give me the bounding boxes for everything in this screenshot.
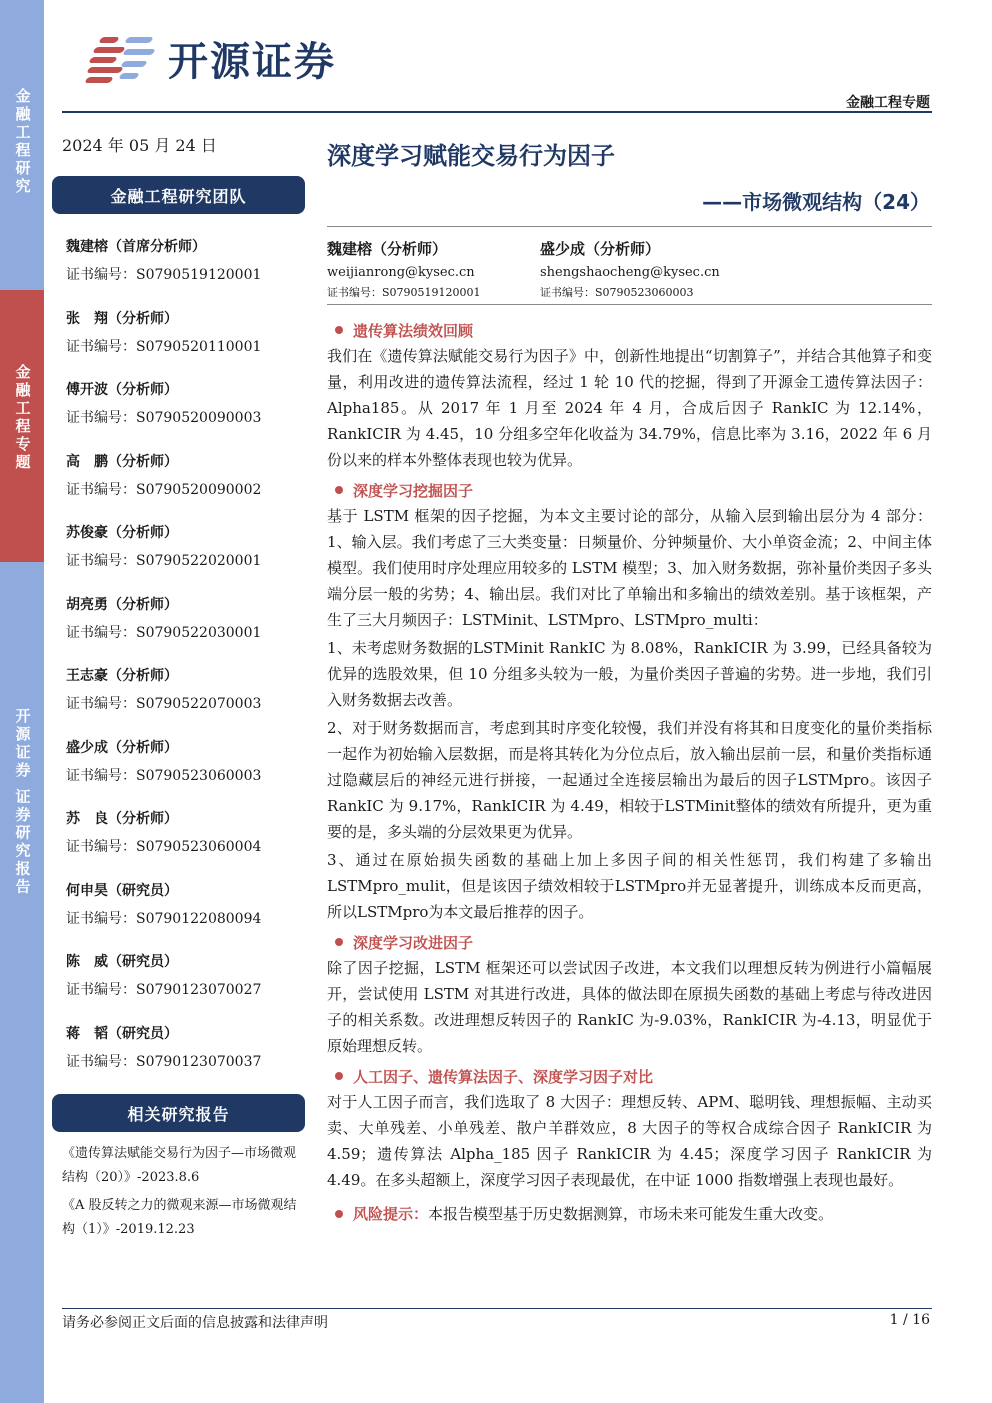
author-cert: 证书编号：S0790523060003 — [540, 286, 694, 299]
bullet-dot-icon — [335, 938, 343, 946]
authors-block — [327, 238, 932, 302]
section — [327, 477, 932, 925]
member-cert: 证书编号：S0790123070037 — [66, 1053, 262, 1070]
paragraph: 除了因子挖掘，LSTM 框架还可以尝试因子改进，本文我们以理想反转为例进行小篇幅展开，尝试使用 LSTM 对其进行改进，具体的做法即在原损失函数的基础上考虑与待改进因子的相关系数。改进理想反转因子的 RankIC 为-9.03%，RankICIR 为-4.13，明显优于原始理想反转。 — [327, 959, 932, 1055]
member-name: 傅开波（分析师） — [66, 382, 178, 398]
footer-disclaimer: 请务必参阅正文后面的信息披露和法律声明 — [62, 1315, 328, 1331]
section-title-text: 深度学习改进因子 — [353, 933, 474, 952]
team-member — [66, 733, 305, 805]
risk-label: 风险提示： — [353, 1205, 429, 1223]
team-member — [66, 661, 305, 733]
member-cert: 证书编号：S0790523060003 — [66, 767, 262, 784]
author-name: 魏建榕（分析师） — [327, 240, 448, 258]
team-member — [66, 304, 305, 376]
section — [327, 1063, 932, 1193]
member-name: 张 翔（分析师） — [66, 310, 178, 327]
team-panel — [52, 176, 305, 1090]
related-report-link[interactable]: 《A 股反转之力的微观来源—市场微观结构（1）》-2019.12.23 — [62, 1198, 297, 1237]
member-cert: 证书编号：S0790520110001 — [66, 338, 262, 355]
report-date: 2024 年 05 月 24 日 — [62, 136, 217, 155]
bullet-dot-icon — [335, 486, 343, 494]
section-title-text: 遗传算法绩效回顾 — [353, 321, 474, 340]
logo-mark-icon — [86, 31, 158, 87]
brand-name: 开源证券 — [168, 39, 336, 85]
header-divider — [62, 111, 932, 113]
member-name: 魏建榕（首席分析师） — [66, 239, 206, 255]
report-subtitle: ——市场微观结构（24） — [702, 190, 930, 214]
member-cert: 证书编号：S0790519120001 — [66, 267, 262, 283]
member-name: 苏俊豪（分析师） — [66, 525, 178, 541]
section-title-text: 人工因子、遗传算法因子、深度学习因子对比 — [353, 1067, 654, 1086]
member-name: 蒋 韬（研究员） — [66, 1025, 178, 1042]
paragraph: 基于 LSTM 框架的因子挖掘，为本文主要讨论的部分，从输入层到输出层分为 4 部分：1、输入层。我们考虑了三大类变量：日频量价、分钟频量价、大小单资金流；2、中间主体模型。我们使用时序处理应用较多的 LSTM 模型；3、加入财务数据，弥补量价类因子多头端分层一般的劣势；4、输出层。我们对比了单输出和多输出的绩效差别。基于该框架，产生了三大月频因子：LSTMinit、LSTMpro、LSTMpro_multi： — [327, 507, 932, 629]
paragraph: 3、通过在原始损失函数的基础上加上多因子间的相关性惩罚，我们构建了多输出LSTMpro_mulit，但是该因子绩效相较于LSTMpro并无显著提升，训练成本反而更高，所以LSTMpro为本文最后推荐的因子。 — [327, 851, 932, 921]
member-cert: 证书编号：S0790123070027 — [66, 982, 262, 998]
bullet-dot-icon — [335, 1210, 343, 1218]
author-card — [540, 238, 753, 302]
team-member — [66, 447, 305, 519]
member-cert: 证书编号：S0790122080094 — [66, 910, 262, 927]
member-name: 陈 威（研究员） — [66, 954, 178, 970]
team-heading: 金融工程研究团队 — [52, 176, 305, 214]
section-title — [327, 317, 932, 343]
related-heading: 相关研究报告 — [52, 1094, 305, 1132]
team-member — [66, 947, 305, 1019]
member-cert: 证书编号：S0790522020001 — [66, 553, 262, 569]
member-name: 盛少成（分析师） — [66, 739, 178, 756]
author-cert: 证书编号：S0790519120001 — [327, 286, 481, 299]
related-report-link[interactable]: 《遗传算法赋能交易行为因子—市场微观结构（20）》-2023.8.6 — [62, 1146, 297, 1185]
risk-text: 本报告模型基于历史数据测算，市场未来可能发生重大改变。 — [428, 1205, 834, 1223]
header-tag: 金融工程专题 — [846, 95, 930, 111]
side-label-report: 开源证券 证券研究报告 — [13, 708, 32, 897]
side-strip-middle — [0, 290, 44, 562]
related-reports-panel — [52, 1094, 305, 1246]
member-cert: 证书编号：S0790522030001 — [66, 624, 262, 641]
member-name: 王志豪（分析师） — [66, 668, 178, 684]
section-title-text: 深度学习挖掘因子 — [353, 481, 474, 500]
risk-notice — [327, 1201, 932, 1227]
team-list — [52, 232, 305, 1090]
title-divider — [327, 226, 932, 227]
team-member — [66, 375, 305, 447]
team-member — [66, 804, 305, 876]
side-label-topic: 金融工程专题 — [13, 364, 32, 472]
section-title — [327, 1063, 932, 1089]
bullet-dot-icon — [335, 1072, 343, 1080]
member-name: 何申昊（研究员） — [66, 882, 178, 899]
side-strip — [0, 0, 44, 1403]
section-title — [327, 929, 932, 955]
member-cert: 证书编号：S0790520090003 — [66, 410, 262, 426]
page-number: 1 / 16 — [889, 1312, 930, 1328]
member-name: 高 鹏（分析师） — [66, 453, 178, 470]
member-name: 苏 良（分析师） — [66, 811, 178, 827]
member-cert: 证书编号：S0790520090002 — [66, 481, 262, 498]
team-member — [66, 232, 305, 304]
report-title: 深度学习赋能交易行为因子 — [327, 142, 615, 170]
team-member — [66, 1019, 305, 1091]
paragraph: 我们在《遗传算法赋能交易行为因子》中，创新性地提出“切割算子”，并结合其他算子和变量，利用改进的遗传算法流程，经过 1 轮 10 代的挖掘，得到了开源金工遗传算法因子：Alpha185。从 2017 年 1 月至 2024 年 4 月，合成后因子 RankIC 为 12.14%，RankICIR 为 4.45，10 分组多空年化收益为 34.79%，信息比率为 3.16，2022 年 6 月份以来的样本外整体表现也较为优异。 — [327, 347, 932, 469]
section-title — [327, 477, 932, 503]
paragraph: 1、未考虑财务数据的LSTMinit RankIC 为 8.08%，RankICIR 为 3.99，已经具备较为优异的选股效果，但 10 分组多头较为一般，为量价类因子普遍的劣势。进一步地，我们引入财务数据去改善。 — [327, 639, 932, 709]
paragraph: 对于人工因子而言，我们选取了 8 大因子：理想反转、APM、聪明钱、理想振幅、主动买卖、大单残差、小单残差、散户羊群效应，8 大因子的等权合成综合因子 RankICIR 为 4.59；遗传算法 Alpha_185 因子 RankICIR 为 4.45；深度学习因子 RankICIR 为 4.49。在多头超额上，深度学习因子表现最优，在中证 1000 指数增强上表现也最好。 — [327, 1093, 932, 1189]
related-list — [52, 1142, 305, 1242]
member-cert: 证书编号：S0790523060004 — [66, 839, 262, 855]
author-email[interactable]: shengshaocheng@kysec.cn — [540, 265, 720, 280]
side-strip-bottom — [0, 562, 44, 1403]
author-email[interactable]: weijianrong@kysec.cn — [327, 265, 475, 280]
brand-logo — [86, 30, 336, 87]
team-member — [66, 518, 305, 590]
paragraph: 2、对于财务数据而言，考虑到其时序变化较慢，我们并没有将其和日度变化的量价类指标一起作为初始输入层数据，而是将其转化为分位点后，放入输出层前一层，和量价类指标通过隐藏层后的神经元进行拼接，一起通过全连接层输出为最后的因子LSTMpro。该因子 RankIC 为 9.17%，RankICIR 为 4.49，相较于LSTMinit整体的绩效有所提升，更为重要的是，多头端的分层效果更为优异。 — [327, 719, 932, 841]
team-member — [66, 590, 305, 662]
author-card — [327, 238, 540, 302]
footer-divider — [62, 1308, 932, 1309]
side-strip-top — [0, 0, 44, 290]
section — [327, 929, 932, 1059]
summary-body — [327, 313, 932, 1227]
team-member — [66, 876, 305, 948]
author-name: 盛少成（分析师） — [540, 240, 661, 258]
member-name: 胡亮勇（分析师） — [66, 596, 178, 613]
side-label-research: 金融工程研究 — [13, 88, 32, 196]
member-cert: 证书编号：S0790522070003 — [66, 696, 262, 712]
section — [327, 317, 932, 473]
bullet-dot-icon — [335, 326, 343, 334]
authors-divider — [327, 304, 932, 305]
